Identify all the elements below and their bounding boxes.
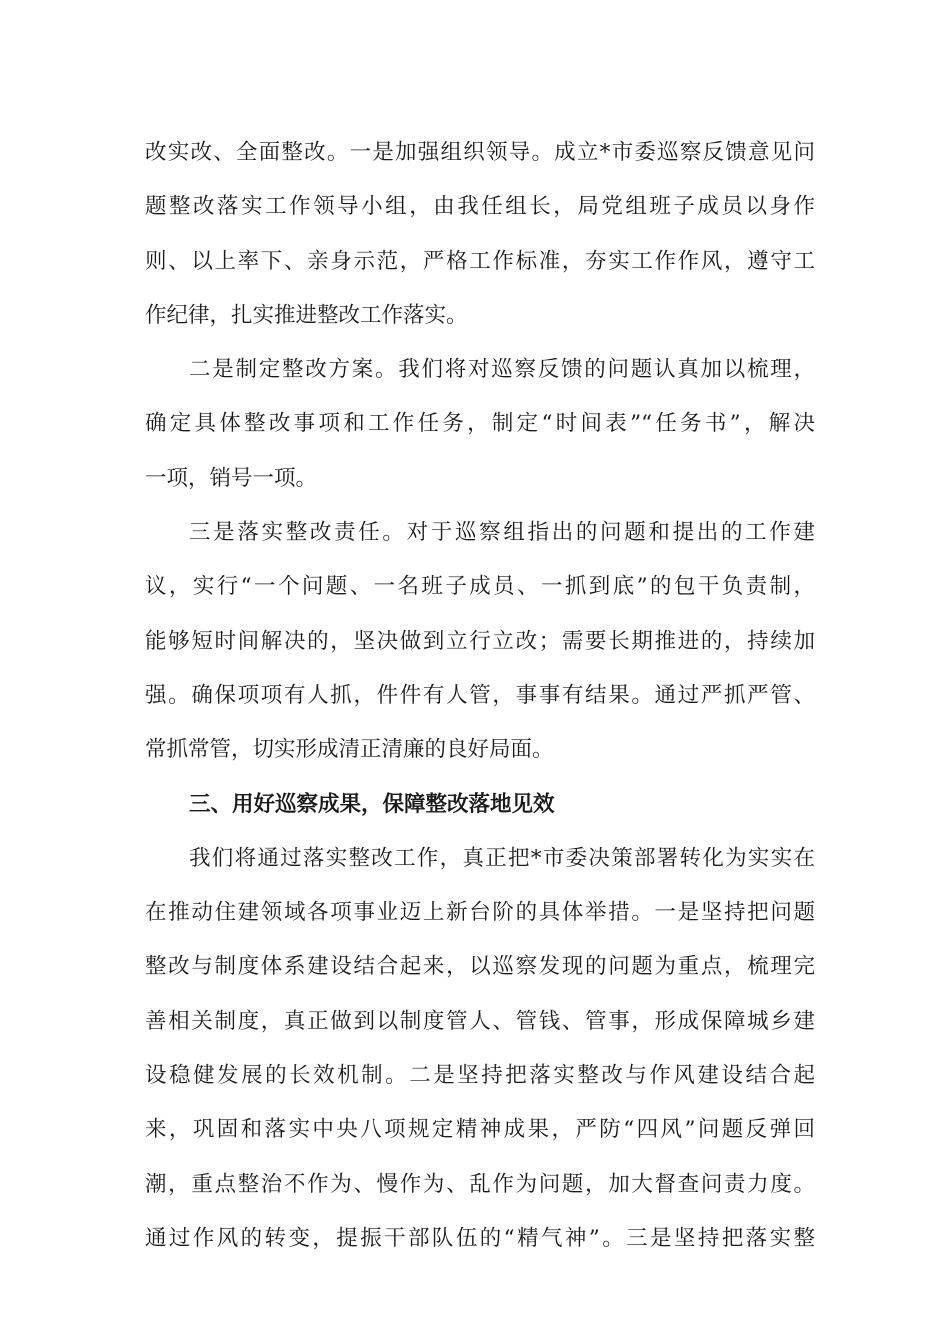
paragraph-line: 我们将通过落实整改工作，真正把*市委决策部署转化为实实在	[189, 845, 815, 871]
paragraph-line: 整改与制度体系建设结合起来，以巡察发现的问题为重点，梳理完	[145, 954, 815, 980]
section-heading: 三、用好巡察成果，保障整改落地见效	[189, 791, 555, 817]
document-body	[145, 126, 815, 1266]
paragraph-line: 能够短时间解决的，坚决做到立行立改；需要长期推进的，持续加	[145, 628, 815, 654]
paragraph-line: 则、以上率下、亲身示范，严格工作标准，夯实工作作风，遵守工	[145, 248, 815, 274]
paragraph-line: 善相关制度，真正做到以制度管人、管钱、管事，形成保障城乡建	[145, 1008, 815, 1034]
paragraph-line: 常抓常管，切实形成清正清廉的良好局面。	[145, 737, 554, 763]
paragraph-line: 通过作风的转变，提振干部队伍的“精气神”。三是坚持把落实整	[145, 1225, 815, 1251]
paragraph-line: 议，实行“一个问题、一名班子成员、一抓到底”的包干负责制，	[145, 574, 815, 600]
paragraph-line: 二是制定整改方案。我们将对巡察反馈的问题认真加以梳理，	[189, 357, 815, 383]
paragraph-line: 设稳健发展的长效机制。二是坚持把落实整改与作风建设结合起	[145, 1063, 815, 1089]
paragraph-line: 改实改、全面整改。一是加强组织领导。成立*市委巡察反馈意见问	[145, 140, 815, 165]
paragraph-line: 强。确保项项有人抓，件件有人管，事事有结果。通过严抓严管、	[145, 682, 815, 708]
paragraph-line: 确定具体整改事项和工作任务，制定“时间表”“任务书”，解决	[145, 411, 815, 437]
paragraph-line: 题整改落实工作领导小组，由我任组长，局党组班子成员以身作	[145, 194, 815, 220]
paragraph-line: 来，巩固和落实中央八项规定精神成果，严防“四风”问题反弹回	[145, 1117, 815, 1143]
paragraph-line: 作纪律，扎实推进整改工作落实。	[145, 302, 468, 328]
paragraph-line: 在推动住建领域各项事业迈上新台阶的具体举措。一是坚持把问题	[145, 900, 815, 926]
paragraph-line: 潮，重点整治不作为、慢作为、乱作为问题，加大督查问责力度。	[145, 1171, 815, 1197]
paragraph-line: 三是落实整改责任。对于巡察组指出的问题和提出的工作建	[189, 520, 815, 546]
paragraph-line: 一项，销号一项。	[145, 465, 318, 491]
